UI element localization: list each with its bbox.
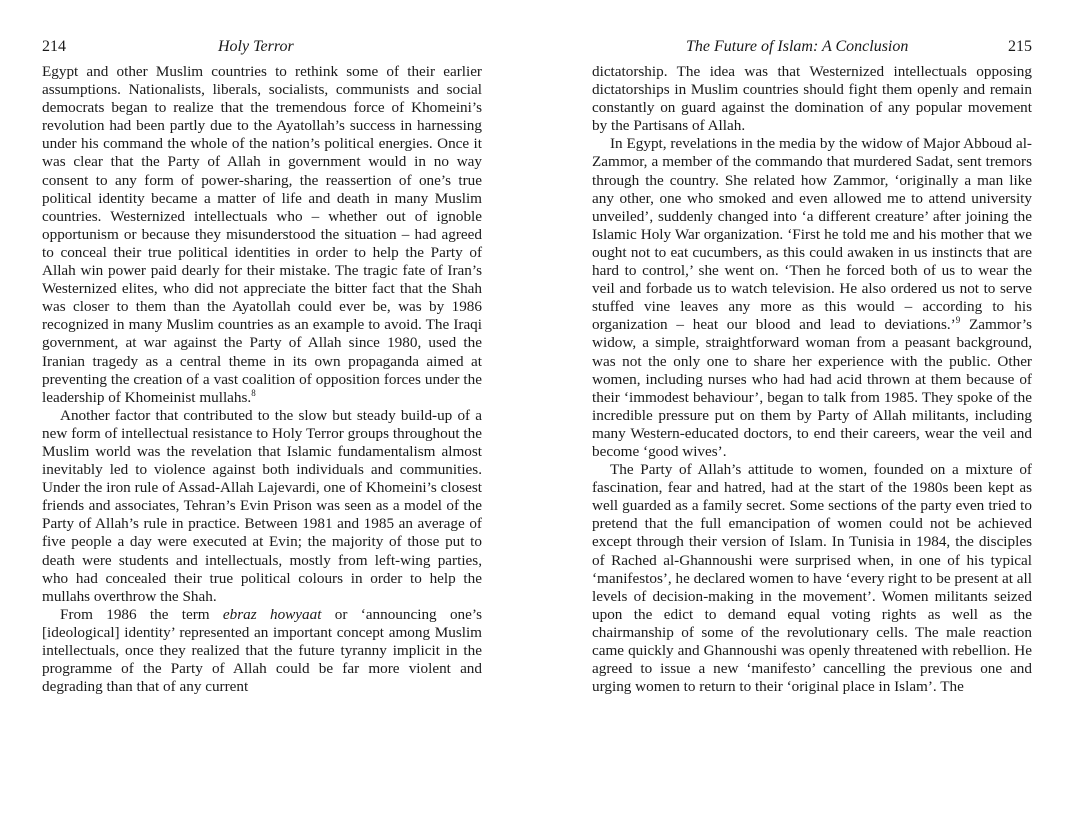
footnote-marker: 8: [251, 387, 256, 398]
paragraph: [42, 407, 482, 606]
right-page-body: [592, 63, 1032, 696]
paragraph: [42, 606, 482, 696]
left-page-header: [42, 36, 482, 58]
paragraph-text: Zammor’s widow, a simple, straightforward woman from a peasant background, was not the only one to share her experience with the public. Other women, including nurses who had had acid thrown at them because of their ‘immodest behaviour’, began to talk from 1985. They spoke of the incredible pressure put on them by Party of Allah militants, including many Western-educated doctors, to end their careers, wear the veil and become ‘good wives’.: [592, 316, 1032, 460]
page-number: 214: [42, 38, 66, 55]
paragraph: [592, 135, 1032, 461]
paragraph: [42, 63, 482, 407]
paragraph: [592, 63, 1032, 135]
running-title: Holy Terror: [218, 38, 294, 55]
right-page-header: [592, 36, 1032, 58]
paragraph-text: Another factor that contributed to the slow but steady build-up of a new form of intellectual resistance to Holy Terror groups throughout the Muslim world was the revelation that Islamic fundamentalism almost inevitably led to violence against both individuals and communities. Under the iron rule of Assad-Allah Lajevardi, one of Khomeini’s closest friends and associates, Tehran’s Evin Prison was seen as a model of the Party of Allah’s rule in practice. Between 1981 and 1985 an average of five people a day were executed at Evin; the majority of those put to death were students and intellectuals, mostly from left-wing parties, who had concealed their true political colours in order to help the mullahs overthrow the Shah.: [42, 406, 482, 605]
footnote-marker: 9: [955, 315, 961, 326]
paragraph-text: dictatorship. The idea was that Westernized intellectuals opposing dictatorships in Muslim countries should fight them openly and remain constantly on guard against the domination of any popular movement by the Partisans of Allah.: [592, 63, 1032, 135]
paragraph-text: From 1986 the term: [60, 605, 223, 623]
running-title: The Future of Islam: A Conclusion: [686, 38, 909, 55]
right-page: [592, 0, 1032, 829]
paragraph-text: In Egypt, revelations in the media by the widow of Major Abboud al-Zammor, a member of the commando that murdered Sadat, sent tremors through the country. She related how Zammor, ‘originally a man like any other, one who smoked and even allowed me to attend university unveiled’, suddenly changed into ‘a different creature’ after joining the Islamic Holy War organization. ‘First he told me and his mother that we ought not to eat cucumbers, as this could awaken in us instincts that are hard to control,’ she went on. ‘Then he forced both of us to wear the veil and forbade us to watch television. He also ordered us not to serve stuffed vine leaves any more as this would – according to his organization – heat our blood and lead to deviations.’: [592, 135, 1032, 334]
paragraph-text: The Party of Allah’s attitude to women, founded on a mixture of fascination, fear and hatred, had at the start of the 1980s been kept as well guarded as a family secret. Some sections of the party even tried to pretend that the full emancipation of women could not be achieved except through their version of Islam. In Tunisia in 1984, the disciples of Rached al-Ghannoushi were surprised when, in one of his typical ‘manifestos’, he declared women to have ‘every right to be present at all levels of decision-making in the movement’. Women militants seized upon the edict to demand equal voting rights as well as the chairmanship of some of the revolutionary cells. The male reaction came quickly and Ghannoushi was openly threatened with rebellion. He agreed to issue a new ‘manifesto’ cancelling the previous one and urging women to return to their ‘original place in Islam’. The: [592, 461, 1032, 696]
paragraph: [592, 461, 1032, 696]
left-page-body: [42, 63, 482, 696]
italic-term: ebraz howyaat: [222, 605, 322, 623]
paragraph-text: or ‘announcing one’s [ideological] identity’ represented an important concept among Muslim intellectuals, once they realized that the future tyranny implicit in the programme of the Party of Allah could be far more violent and degrading than that of any current: [42, 605, 483, 696]
page-number: 215: [1008, 38, 1032, 55]
paragraph-text: Egypt and other Muslim countries to rethink some of their earlier assumptions. Nationalists, liberals, socialists, communists and social democrats began to realize that the tremendous force of Khomeini’s revolution had been partly due to the Ayatollah’s success in harnessing under his command the whole of the nation’s political energies. Once it was clear that the Party of Allah in government would in no way consent to any form of power-sharing, the reassertion of one’s true political identity became a matter of life and death in many Muslim countries. Westernized intellectuals who – whether out of ignoble opportunism or because they misunderstood the situation – had agreed to conceal their true political identities in order to help the Party of Allah win power paid dearly for their mistake. The tragic fate of Iran’s Westernized elites, who did not appreciate the bitter fact that the Shah was closer to them than the Ayatollah could ever be, was by 1986 recognized in many Muslim countries as an example to avoid. The Iraqi government, at war against the Party of Allah since 1980, used the Iranian tragedy as a central theme in its own propaganda aimed at preventing the creation of a vast coalition of opposition forces under the leadership of Khomeinist mullahs.: [42, 63, 482, 406]
left-page: [42, 0, 482, 829]
